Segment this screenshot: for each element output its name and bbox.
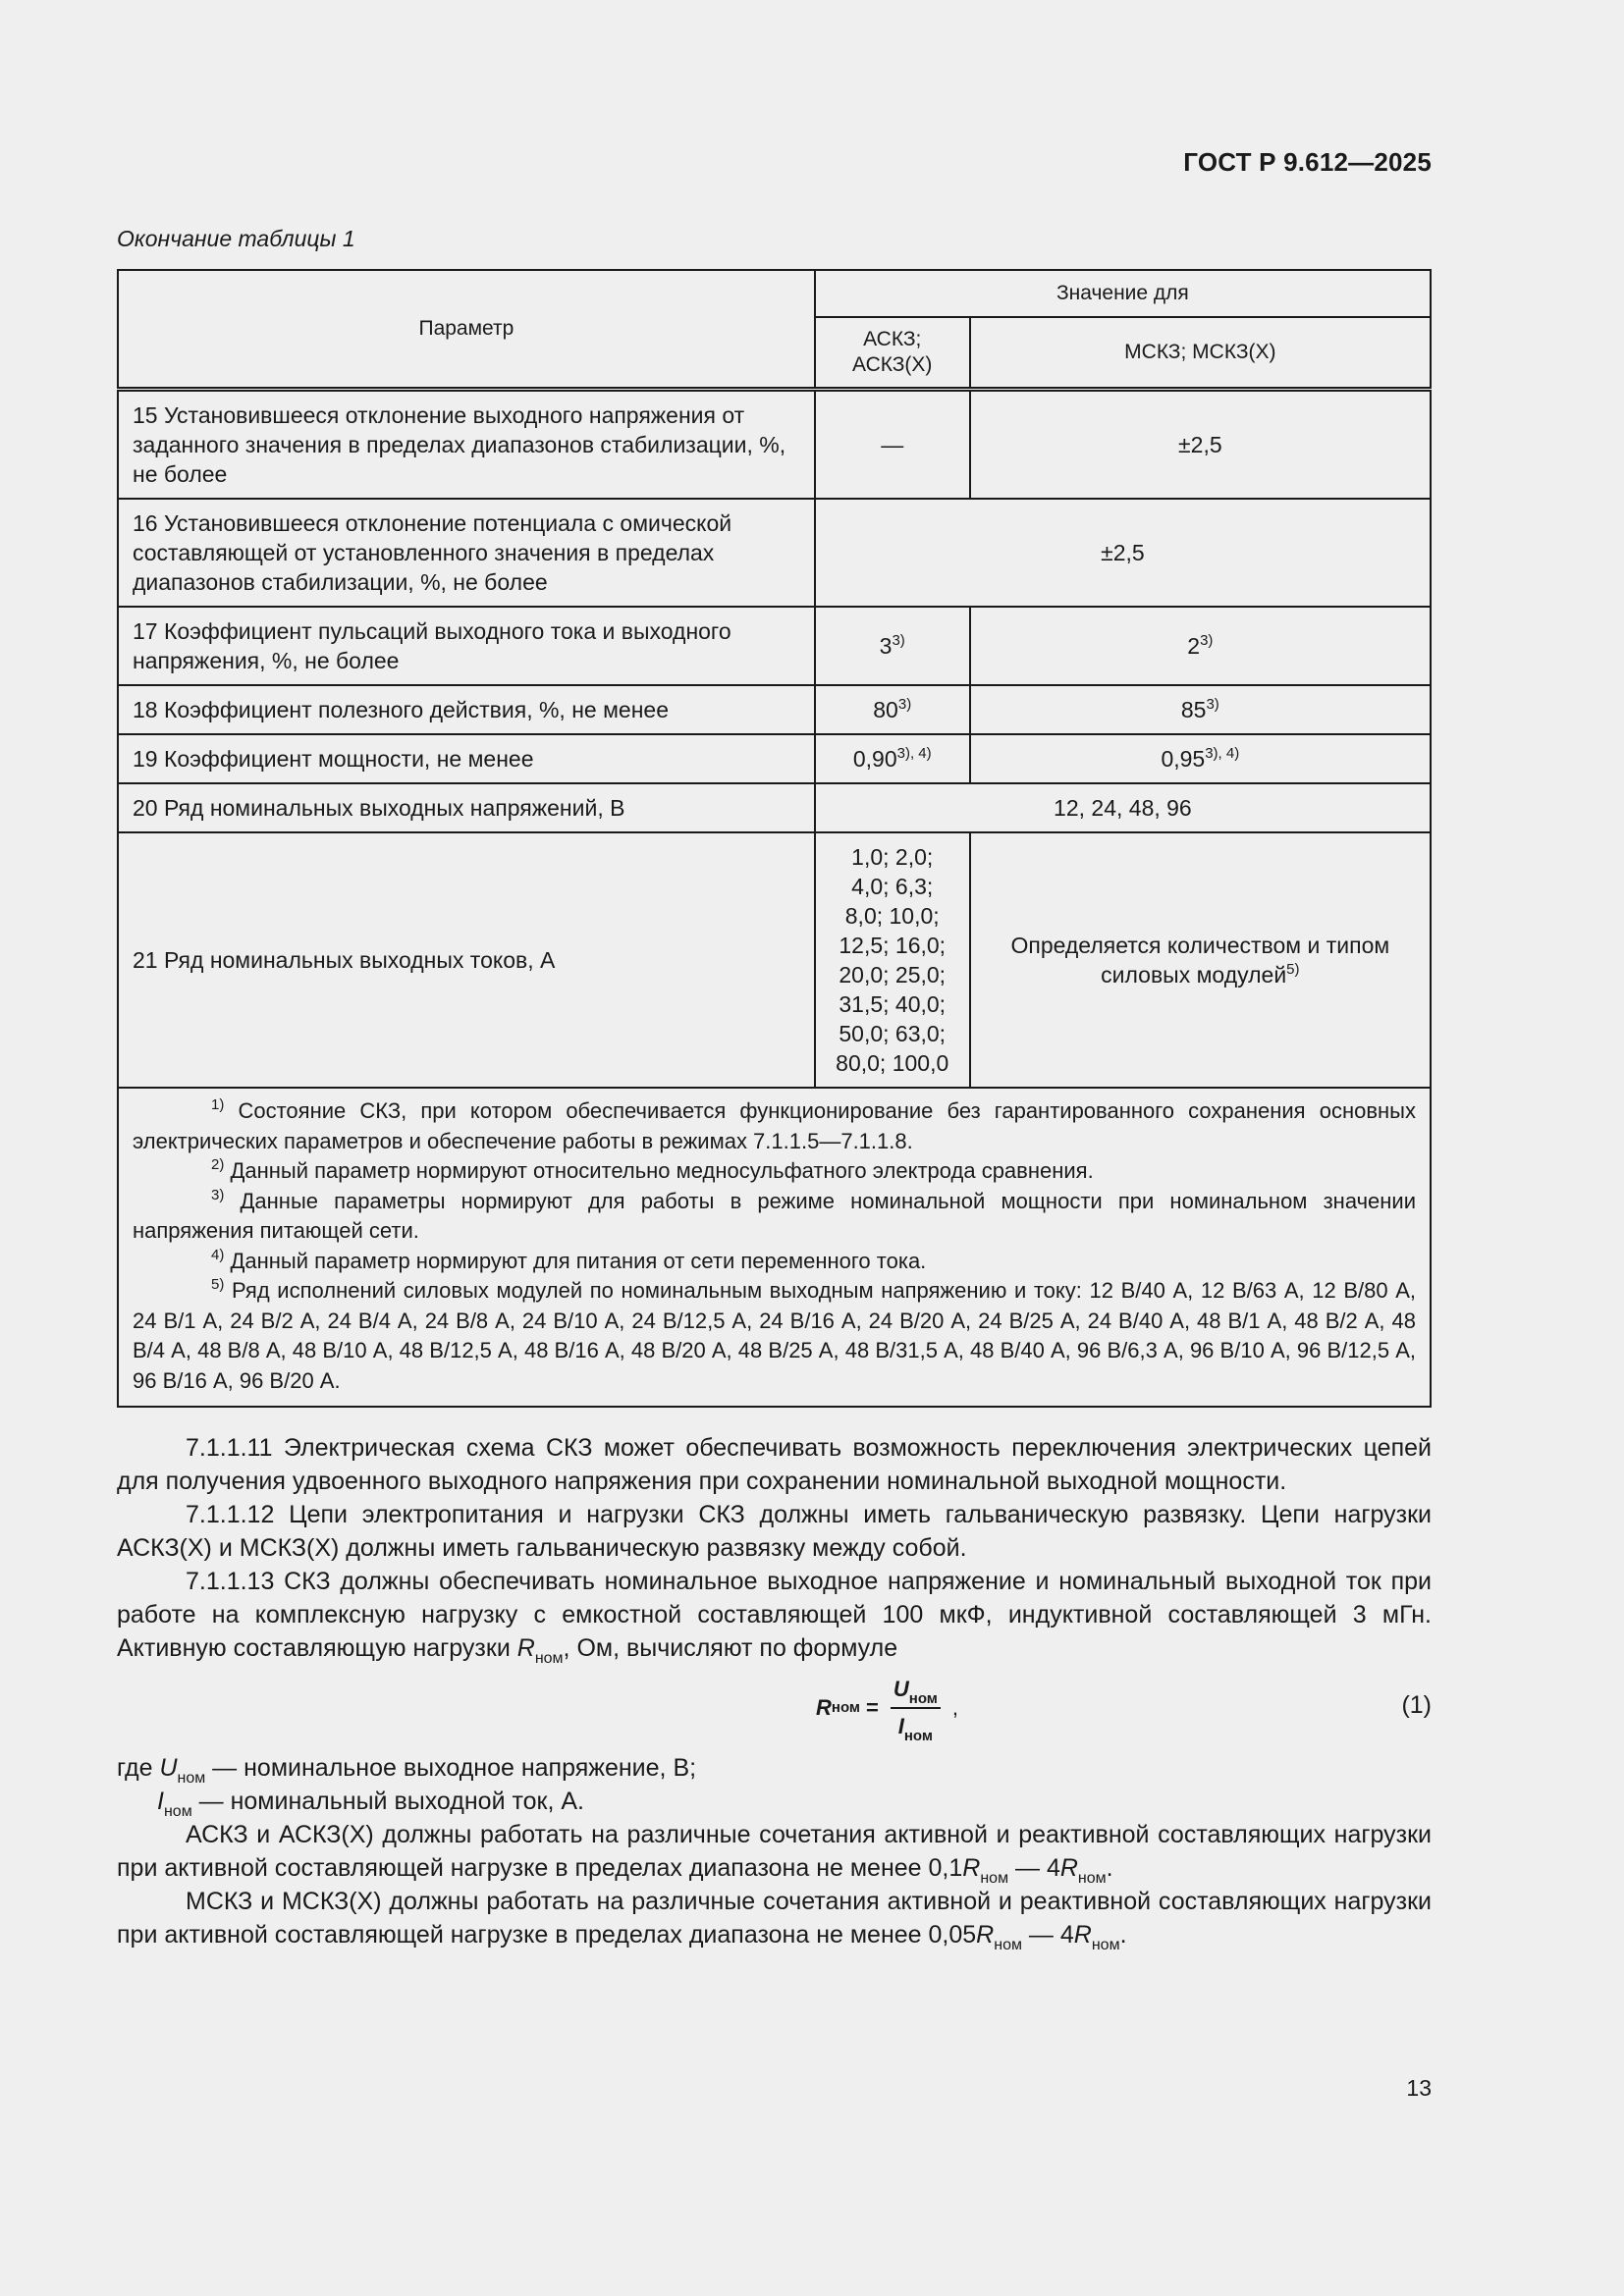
row-value-askz: 80$^{3)}$ — [815, 685, 970, 734]
formula-expression: R ном = $\frac{U_{ном}}{I_{ном}}$ , — [816, 1673, 958, 1743]
row-parameter: 17 Коэффициент пульсаций выходного тока и выходного напряжения, %, не более — [118, 607, 815, 685]
page-number: 13 — [1406, 2075, 1432, 2101]
parameters-table — [117, 269, 1432, 1408]
paragraph-mskz-load: МСКЗ и МСКЗ(Х) должны работать на различные сочетания активной и реактивной составляющих нагрузки при активной составляющей нагрузке в пределах диапазона не менее $0,05R_{ном}$ — $4R_{ном}$. — [117, 1888, 1432, 1953]
table-header-row — [118, 270, 1431, 317]
row-value-common: 12, 24, 48, 96 — [815, 783, 1431, 832]
row-value-mskz: ±2,5 — [970, 390, 1431, 500]
footnote-ref: 3), 4) — [896, 745, 932, 762]
table-row — [118, 499, 1431, 607]
table-row — [118, 734, 1431, 783]
paragraph-askz-load: АСКЗ и АСКЗ(Х) должны работать на различные сочетания активной и реактивной составляющих нагрузки при активной составляющей нагрузке в пределах диапазона не менее $0,1R_{ном}$ — $4R_{ном}$. — [117, 1821, 1432, 1887]
where-line-current: $I_{ном}$ — номинальный выходной ток, А. — [157, 1788, 585, 1820]
row-parameter: 20 Ряд номинальных выходных напряжений, В — [118, 783, 815, 832]
footnote: $^{5)}$ Ряд исполнений силовых модулей по номинальным выходным напряжению и току: 12 В/40 А, 12 В/63 А, 12 В/80 А, 24 В/1 А, 24 В/2 А, 24 В/4 А, 24 В/8 А, 24 В/10 А, 24 В/12,5 А, 24 В/16 А, 24 В/20 А, 24 В/25 А, 24 В/40 А, 48 В/1 А, 48 В/2 А, 48 В/4 А, 48 В/8 А, 48 В/10 А, 48 В/12,5 А, 48 В/16 А, 48 В/20 А, 48 В/25 А, 48 В/31,5 А, 48 В/40 А, 96 В/6,3 А, 96 В/10 А, 96 В/12,5 А, 96 В/16 А, 96 В/20 А. — [133, 1276, 1416, 1393]
row-value-mskz: $0,95^{3), 4)}$ — [970, 734, 1431, 783]
footnote-ref: 5) — [1286, 961, 1300, 978]
row-value-askz: — — [815, 390, 970, 500]
row-value-mskz: 2$^{3)}$ — [970, 607, 1431, 685]
table-row — [118, 607, 1431, 685]
footnote: $^{3)}$ Данные параметры нормируют для работы в режиме номинальной мощности при номинальном значении напряжения питающей сети. — [133, 1186, 1416, 1243]
row-parameter: 19 Коэффициент мощности, не менее — [118, 734, 815, 783]
paragraph-7-1-1-11: 7.1.1.11 Электрическая схема СКЗ может обеспечивать возможность переключения электрических цепей для получения удвоенного выходного напряжения при сохранении номинальной выходной мощности. — [117, 1434, 1432, 1495]
header-value-for: Значение для — [815, 270, 1431, 317]
row-value-askz: 3$^{3)}$ — [815, 607, 970, 685]
document-code: ГОСТ Р 9.612—2025 — [1183, 147, 1432, 177]
table-row — [118, 685, 1431, 734]
where-line-voltage: где $U_{ном}$ — номинальное выходное напряжение, В; — [117, 1754, 697, 1787]
row-value-mskz: 85$^{3)}$ — [970, 685, 1431, 734]
table-notes-row — [118, 1088, 1431, 1407]
row-parameter: 18 Коэффициент полезного действия, %, не менее — [118, 685, 815, 734]
table-row — [118, 783, 1431, 832]
footnote: $^{1)}$ Состояние СКЗ, при котором обеспечивается функционирование без гарантированного сохранения основных электрических параметров и обеспечение работы в режимах 7.1.1.5—7.1.1.8. — [133, 1096, 1416, 1153]
footnote-ref: 3) — [892, 632, 905, 649]
formula-fraction: $\frac{U_{ном}}{I_{ном}}$ — [891, 1673, 941, 1743]
row-value-askz: $0,90^{3), 4)}$ — [815, 734, 970, 783]
footnote: $^{2)}$ Данный параметр нормируют относительно медносульфатного электрода сравнения. — [211, 1156, 1094, 1183]
row-value-common: ±2,5 — [815, 499, 1431, 607]
header-mskz: МСКЗ; МСКЗ(Х) — [970, 317, 1431, 390]
table-row — [118, 390, 1431, 500]
body-text — [117, 1431, 1432, 1951]
row-value-mskz: Определяется количеством и типом силовых модулей$^{5)}$ — [970, 832, 1431, 1088]
footnote-ref: 3) — [1206, 696, 1219, 713]
header-askz: АСКЗ; АСКЗ(Х) — [815, 317, 970, 390]
formula-number: (1) — [1401, 1691, 1432, 1719]
row-parameter: 16 Установившееся отклонение потенциала с омической составляющей от установленного значения в пределах диапазонов стабилизации, %, не более — [118, 499, 815, 607]
table-row — [118, 832, 1431, 1088]
paragraph-7-1-1-13: 7.1.1.13 СКЗ должны обеспечивать номинальное выходное напряжение и номинальный выходной ток при работе на комплексную нагрузку с емкостной составляющей 100 мкФ, индуктивной составляющей 3 мГн. Активную составляющую нагрузки $R_{ном}$, Ом, вычисляют по формуле — [117, 1568, 1432, 1667]
footnote-ref: 3) — [1200, 632, 1214, 649]
table-caption: Окончание таблицы 1 — [117, 226, 355, 251]
formula-1 — [117, 1667, 1432, 1747]
row-value-askz: 1,0; 2,0; 4,0; 6,3; 8,0; 10,0; 12,5; 16,0; 20,0; 25,0; 31,5; 40,0; 50,0; 63,0; 80,0; 100,0 — [815, 832, 970, 1088]
footnote: $^{4)}$ Данный параметр нормируют для питания от сети переменного тока. — [211, 1246, 927, 1273]
footnote-ref: 3), 4) — [1205, 745, 1240, 762]
row-parameter: 21 Ряд номинальных выходных токов, А — [118, 832, 815, 1088]
table-notes — [118, 1088, 1431, 1407]
header-parameter: Параметр — [118, 270, 815, 390]
paragraph-7-1-1-12: 7.1.1.12 Цепи электропитания и нагрузки СКЗ должны иметь гальваническую развязку. Цепи нагрузки АСКЗ(Х) и МСКЗ(Х) должны иметь гальваническую развязку между собой. — [117, 1501, 1432, 1562]
footnote-ref: 3) — [897, 696, 912, 713]
row-parameter: 15 Установившееся отклонение выходного напряжения от заданного значения в пределах диапазонов стабилизации, %, не более — [118, 390, 815, 500]
